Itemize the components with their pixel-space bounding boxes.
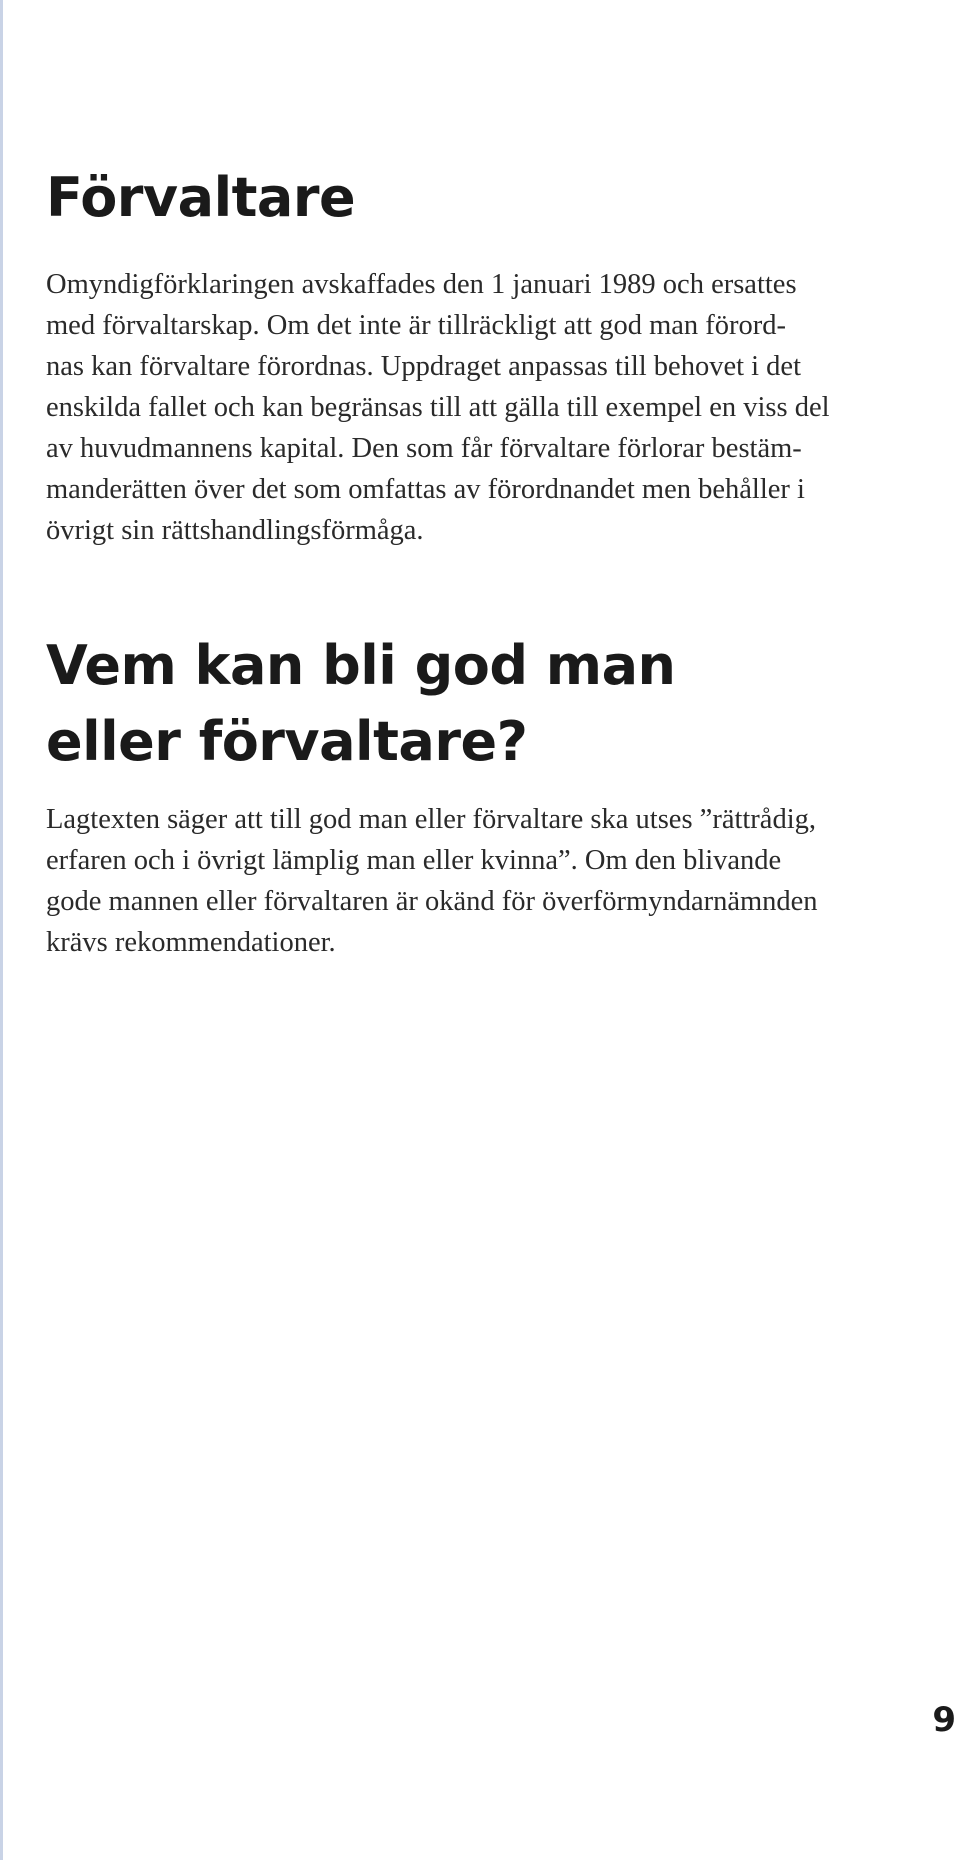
text-line: krävs rekommendationer. [46, 927, 336, 958]
text-line: Lagtexten säger att till god man eller förvaltare ska utses ”rättrådig, [46, 804, 816, 835]
text-line: med förvaltarskap. Om det inte är tillräckligt att god man förord- [46, 310, 786, 341]
page-number: 9 [932, 1700, 956, 1740]
heading-line: Vem kan bli god man [46, 634, 676, 697]
text-line: gode mannen eller förvaltaren är okänd för överförmyndarnämnden [46, 886, 818, 917]
heading-forvaltare: Förvaltare [46, 166, 356, 229]
paragraph-vem-kan-bli [46, 799, 960, 963]
text-line: manderätten över det som omfattas av förordnandet men behåller i [46, 474, 805, 505]
heading-line: eller förvaltare? [46, 710, 528, 773]
text-line: nas kan förvaltare förordnas. Uppdraget anpassas till behovet i det [46, 351, 801, 382]
text-line: erfaren och i övrigt lämplig man eller kvinna”. Om den blivande [46, 845, 782, 876]
text-line: övrigt sin rättshandlingsförmåga. [46, 515, 424, 546]
text-line: av huvudmannens kapital. Den som får förvaltare förlorar bestäm- [46, 433, 802, 464]
text-line: enskilda fallet och kan begränsas till att gälla till exempel en viss del [46, 392, 830, 423]
paragraph-forvaltare [46, 264, 960, 551]
heading-vem-kan-bli-god-man [46, 628, 946, 780]
text-line: Omyndigförklaringen avskaffades den 1 januari 1989 och ersattes [46, 269, 797, 300]
page-edge-line [0, 0, 3, 1860]
